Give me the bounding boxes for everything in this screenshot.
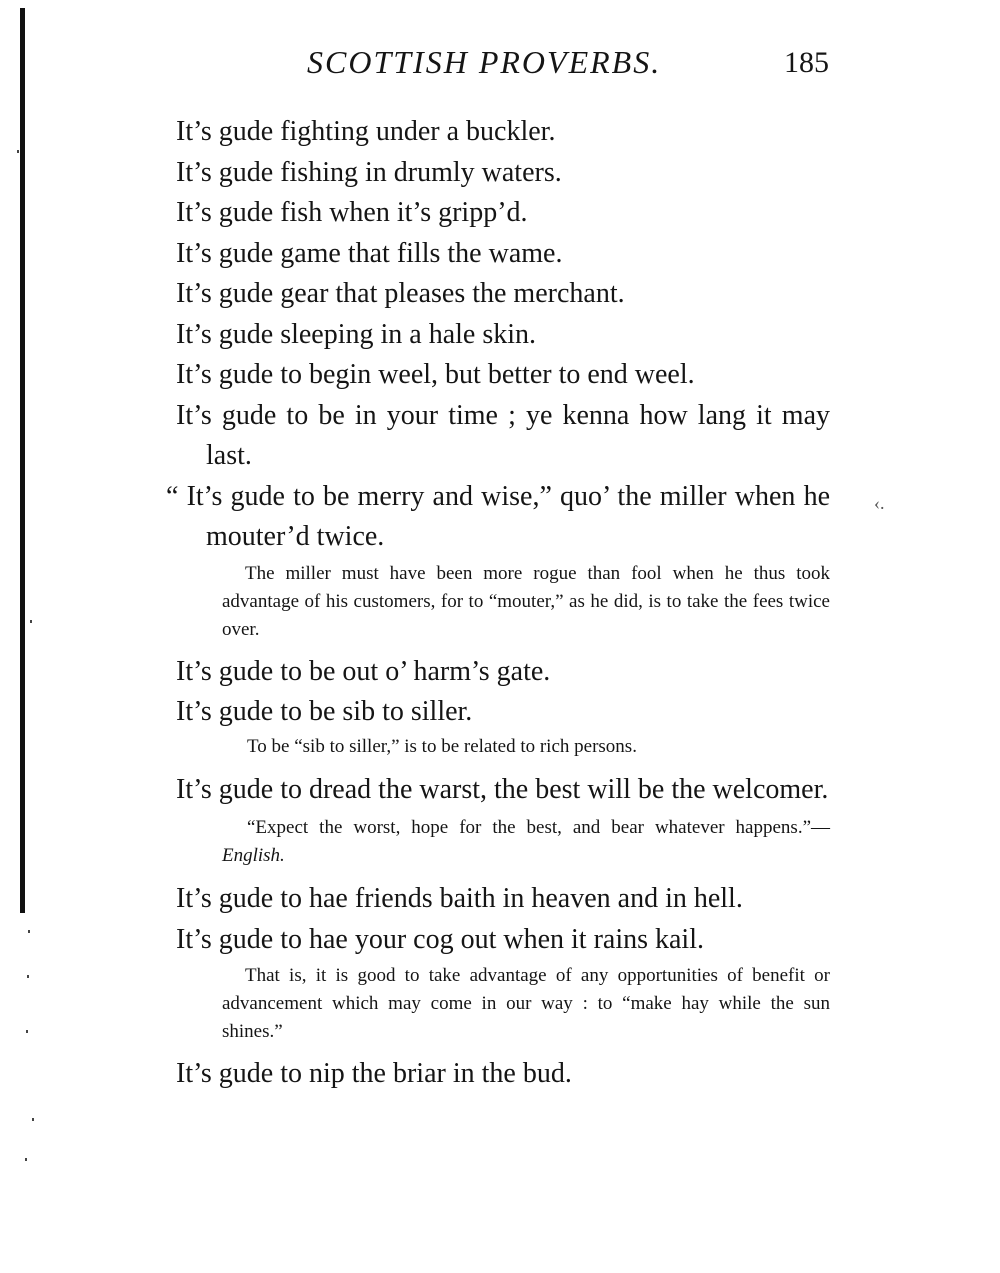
proverb-entry: It’s gude to hae friends baith in heaven and in hell.	[176, 883, 743, 914]
proverb-entry: It’s gude sleeping in a hale skin.	[176, 318, 537, 350]
proverb-entry: It’s gude to be sib to siller.	[176, 696, 473, 727]
proverb-entry: It’s gude to begin weel, but better to end weel.	[176, 359, 695, 390]
binding-speck	[32, 1118, 34, 1121]
binding-speck	[28, 930, 30, 933]
proverb-entry: It’s gude to dread the warst, the best will be the welcomer.	[176, 773, 829, 805]
explanatory-note: That is, it is good to take advantage of any opportunities of benefit or advancement which may come in our way : to “make hay while the sun shines.”	[222, 965, 830, 1042]
proverb-entry: It’s gude to be out o’ harm’s gate.	[176, 655, 551, 687]
explanatory-note: To be “sib to siller,” is to be related to rich persons.	[247, 735, 637, 757]
margin-mark-icon: ‹.	[874, 493, 885, 513]
proverb-entry: It’s gude fish when it’s gripp’d.	[176, 197, 528, 228]
explanatory-note: The miller must have been more rogue than fool when he thus took advantage of his customers, for to “mouter,” as he did, is to take the fees twice over.	[222, 562, 830, 640]
page-header	[307, 44, 829, 88]
proverb-entry: It’s gude to be in your time ; ye kenna how lang it may last.	[176, 399, 830, 471]
running-title: SCOTTISH PROVERBS.	[307, 44, 662, 80]
proverb-entry: It’s gude game that fills the wame.	[176, 237, 563, 269]
explanatory-note	[222, 814, 830, 870]
binding-speck	[30, 620, 32, 623]
note-attribution: English.	[222, 845, 285, 866]
proverb-entry: It’s gude fishing in drumly waters.	[176, 156, 562, 188]
page-binding-edge	[20, 8, 25, 913]
proverb-entry: It’s gude gear that pleases the merchant.	[176, 278, 625, 309]
proverb-entry: It’s gude to hae your cog out when it rains kail.	[176, 923, 704, 955]
page-number: 185	[784, 46, 829, 79]
binding-speck	[27, 975, 29, 978]
proverb-entry: It’s gude fighting under a buckler.	[176, 116, 556, 147]
proverb-entry: “ It’s gude to be merry and wise,” quo’ the miller when he mouter’d twice.	[166, 480, 830, 552]
binding-speck	[17, 150, 19, 153]
binding-speck	[26, 1030, 28, 1033]
note-text: “Expect the worst, hope for the best, and bear whatever happens.”—	[247, 817, 830, 838]
proverb-entry: It’s gude to nip the briar in the bud.	[176, 1058, 572, 1089]
binding-speck	[25, 1158, 27, 1161]
proverb-list	[166, 112, 830, 1095]
